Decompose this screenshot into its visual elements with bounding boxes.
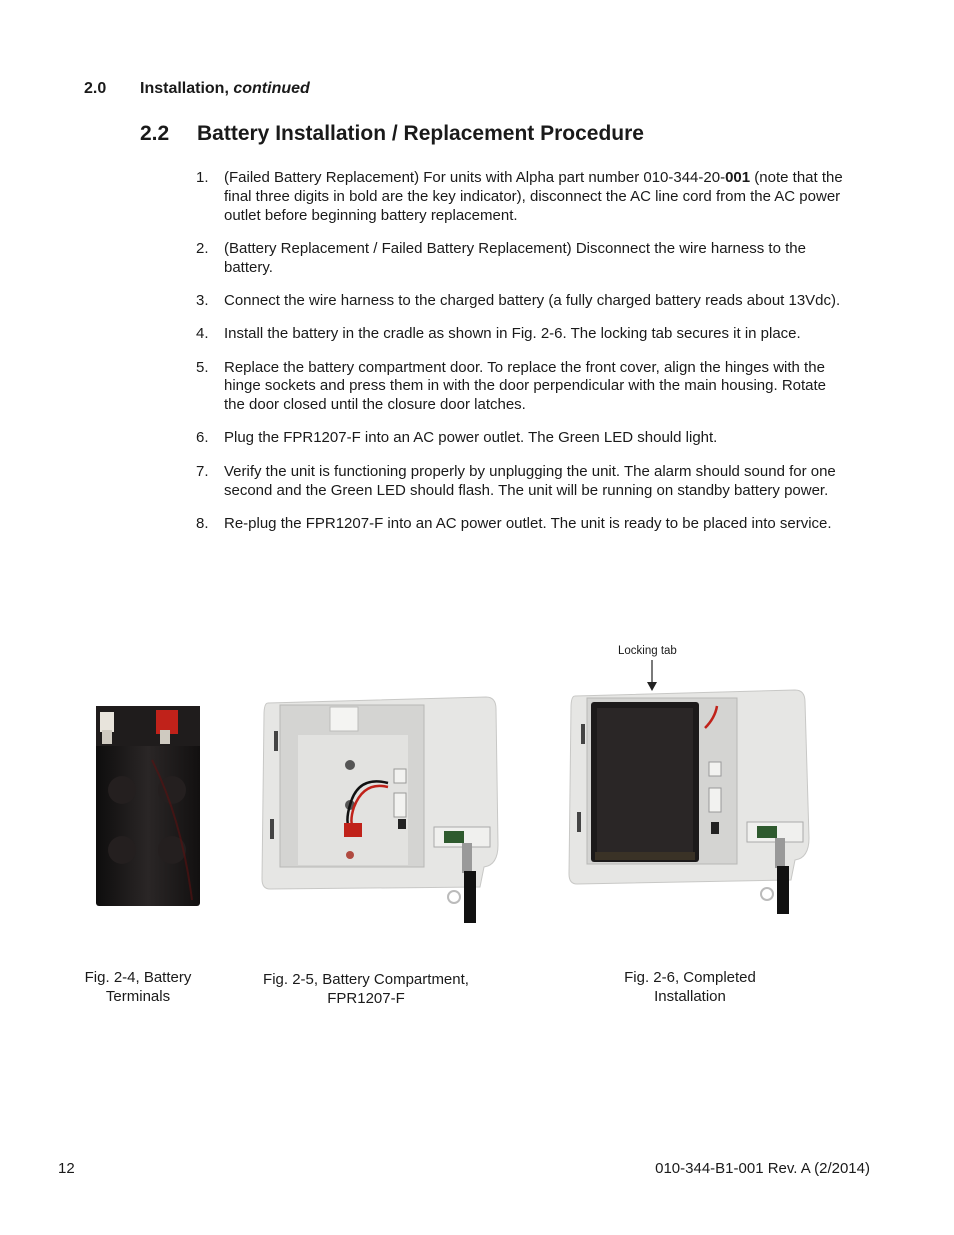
fig-2-6-caption: Fig. 2-6, Completed Installation: [624, 969, 756, 1005]
step-item: 6. Plug the FPR1207-F into an AC power outlet. The Green LED should light.: [196, 429, 718, 447]
completed-installation-photo: [565, 688, 815, 918]
battery-photo: [92, 700, 204, 912]
fig-2-4-caption: Fig. 2-4, Battery Terminals: [84, 969, 192, 1005]
compartment-photo: [258, 695, 503, 925]
document-id: 010-344-B1-001 Rev. A (2/2014): [655, 1160, 870, 1177]
section-number: 2.0: [84, 80, 107, 97]
locking-tab-label: Locking tab: [618, 645, 677, 657]
fig-2-5-caption: Fig. 2-5, Battery Compartment, FPR1207-F: [263, 971, 469, 1007]
step-item: 3. Connect the wire harness to the charged battery (a fully charged battery reads about 13Vdc).: [196, 291, 841, 309]
step-item: 2. (Battery Replacement / Failed Battery Replacement) Disconnect the wire harness to the battery.: [196, 239, 806, 276]
heading-title: Battery Installation / Replacement Procedure: [197, 122, 644, 145]
section-title: Installation,: [140, 80, 229, 97]
page-title: [140, 122, 644, 146]
heading-number: 2.2: [140, 122, 170, 145]
section-continued: continued: [233, 80, 310, 97]
step-item: 1. (Failed Battery Replacement) For units with Alpha part number 010-344-20-001 (note that the final three digits in bold are the key indicator), disconnect the AC line cord from the AC power outlet before beginning battery replacement.: [196, 169, 843, 224]
step-item: 8. Re-plug the FPR1207-F into an AC power outlet. The unit is ready to be placed into service.: [196, 514, 832, 532]
step-item: 5. Replace the battery compartment door. To replace the front cover, align the hinges with the hinge sockets and press them in with the door perpendicular with the main housing. Rotate the door closed until the closure door latches.: [196, 358, 827, 414]
page-number: 12: [58, 1160, 75, 1177]
step-item: 4. Install the battery in the cradle as shown in Fig. 2-6. The locking tab secures it in place.: [196, 325, 801, 343]
section-header: [84, 80, 310, 98]
procedure-steps: [196, 169, 846, 548]
step-item: 7. Verify the unit is functioning properly by unplugging the unit. The alarm should sound for one second and the Green LED should flash. The unit will be running on standby battery power.: [196, 462, 836, 499]
